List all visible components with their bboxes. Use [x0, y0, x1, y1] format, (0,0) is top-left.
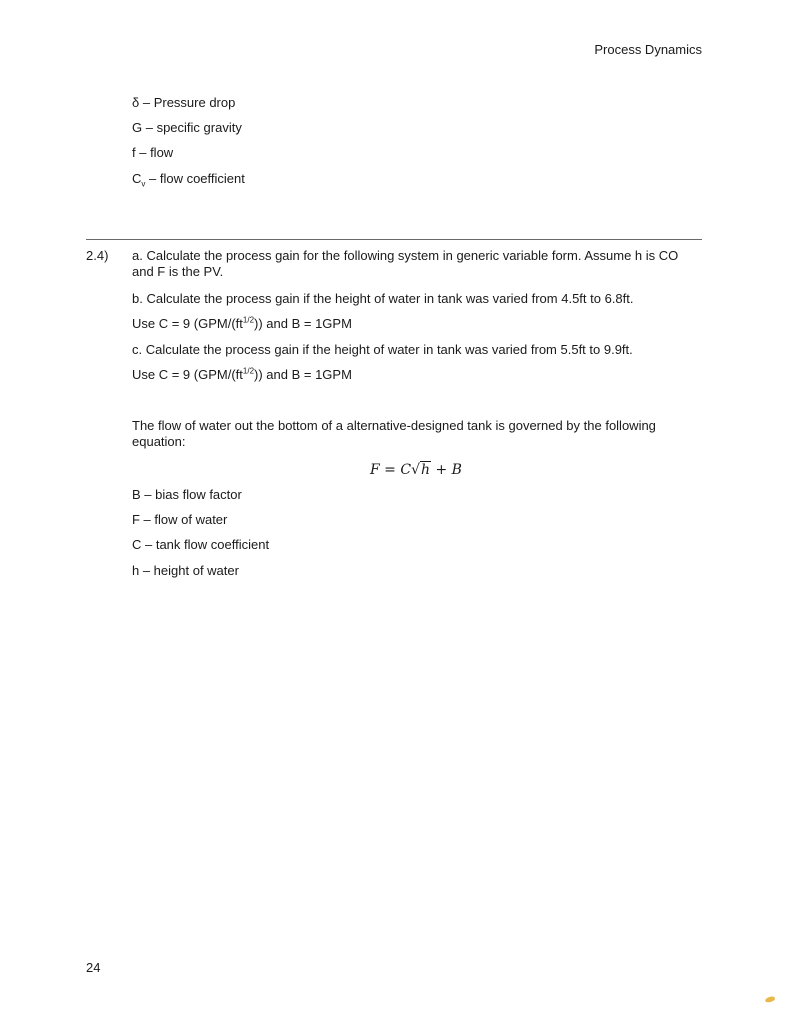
definition-text: – flow coefficient	[145, 171, 245, 186]
question-part-c-given	[132, 367, 352, 382]
definition-symbol: C	[132, 171, 142, 186]
definition-item: B – bias flow factor	[132, 487, 242, 502]
section-divider	[86, 239, 702, 240]
question-part-b-given	[132, 316, 352, 331]
question-number: 2.4)	[86, 248, 109, 263]
scan-smudge	[764, 995, 775, 1003]
given-exponent: 1/2	[242, 366, 255, 376]
page-number: 24	[86, 960, 101, 975]
given-suffix: )) and B = 1GPM	[254, 367, 352, 382]
definition-item: C – tank flow coefficient	[132, 537, 270, 552]
given-exponent: 1/2	[242, 315, 255, 325]
sqrt-symbol: √	[411, 462, 420, 478]
given-prefix: Use C = 9 (GPM/(ft	[132, 316, 243, 331]
equation-intro: The flow of water out the bottom of a alternative-designed tank is governed by the following equation:	[132, 418, 656, 449]
definition-subscript: v	[141, 179, 146, 189]
equation-radicand: h	[420, 462, 431, 478]
flow-equation	[370, 462, 462, 478]
definition-item: f – flow	[132, 145, 174, 160]
page-header-title: Process Dynamics	[594, 42, 702, 57]
definition-item: G – specific gravity	[132, 120, 242, 135]
equation-lhs: F = C	[370, 462, 412, 478]
given-suffix: )) and B = 1GPM	[254, 316, 352, 331]
definition-item: δ – Pressure drop	[132, 95, 236, 110]
question-part-b: b. Calculate the process gain if the height of water in tank was varied from 4.5ft to 6.8ft.	[132, 291, 634, 306]
equation-rhs: + B	[431, 462, 462, 478]
definition-item: h – height of water	[132, 563, 239, 578]
question-part-a: a. Calculate the process gain for the following system in generic variable form. Assume h is CO and F is the PV.	[132, 248, 679, 279]
definition-item	[132, 171, 245, 189]
question-part-c: c. Calculate the process gain if the height of water in tank was varied from 5.5ft to 9.9ft.	[132, 342, 633, 357]
definition-item: F – flow of water	[132, 512, 228, 527]
given-prefix: Use C = 9 (GPM/(ft	[132, 367, 243, 382]
